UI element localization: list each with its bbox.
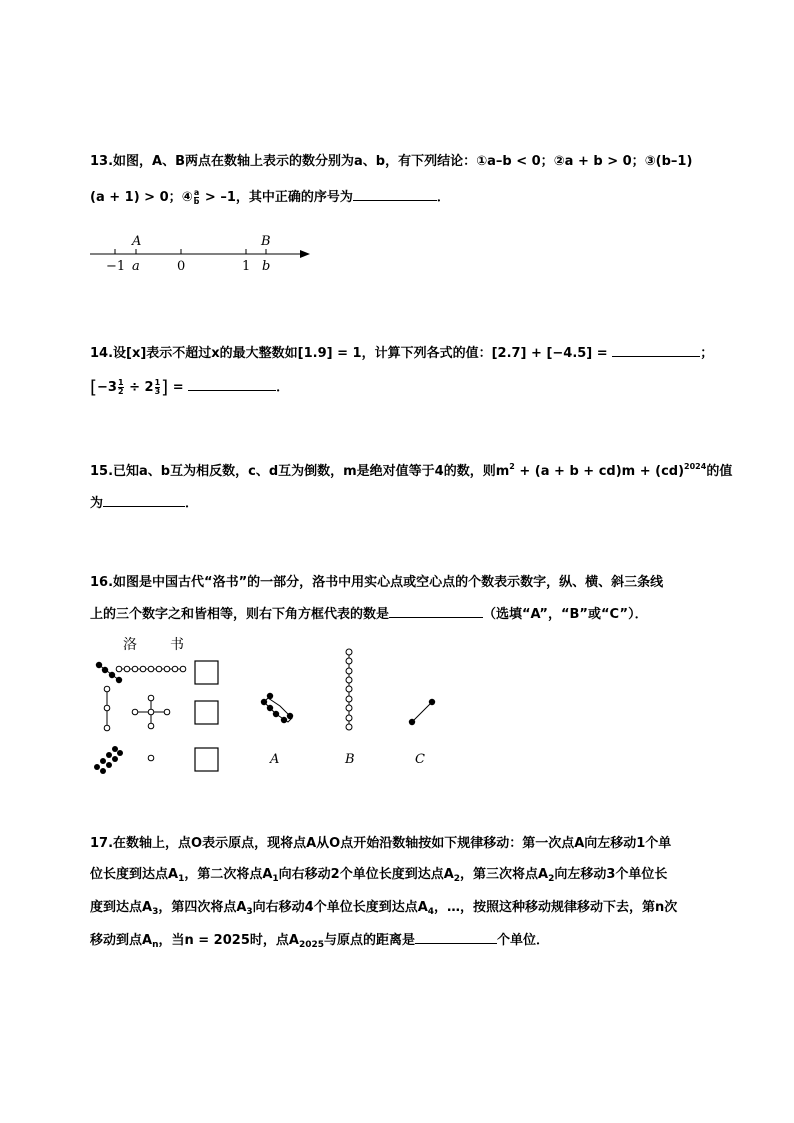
tick-one: 1 (242, 259, 251, 274)
q13-answer-blank[interactable] (353, 188, 437, 201)
q15-answer-blank[interactable] (103, 494, 185, 507)
q14-line-2 (90, 376, 289, 398)
q14-text-b: ； (700, 346, 714, 361)
q15-line-1 (90, 460, 732, 479)
tick-b: b (262, 259, 271, 274)
q14-bracket-right: ] (161, 377, 169, 398)
q13-text-b: > –1，其中正确的序号为 (200, 190, 353, 205)
q17-line-2: 位长度到达点$A_1$，第二次将点$A_1$向右移动2个单位长度到达点$A_2$，第三次将点$A_2$向左移动3个单位长 (90, 867, 668, 884)
middle-center-hollow-dots (132, 695, 170, 729)
q15-sup-2: 2 (509, 462, 515, 471)
number-line-arrow-icon (300, 250, 310, 258)
q14-fraction-1: $\frac{1}{2}$ (117, 378, 124, 396)
point-label-a: A (132, 234, 142, 249)
top-middle-hollow-dots (116, 666, 186, 672)
q14-answer-blank-2[interactable] (188, 378, 276, 391)
q15-text-d: 为 (90, 496, 104, 511)
q16-line-2 (90, 603, 648, 622)
tick-a: a (132, 259, 140, 274)
box-bottom-right (195, 748, 218, 771)
q14-expr-op: ÷ 2 (124, 380, 154, 395)
figure-title-shu: 书 (170, 637, 184, 653)
q14-line-end: ． (276, 380, 290, 395)
option-b-label: B (345, 752, 355, 767)
q16-text-b: （选填“A”，“B”或“C”）． (483, 607, 648, 622)
q17-line-3: 度到达点$A_3$，第四次将点$A_3$向右移动4个单位长度到达点$A_4$，…，按照这种移动规律移动下去，第n次 (90, 900, 678, 917)
q14-expr-eq: = (168, 380, 184, 395)
figure-title-luo: 洛 (123, 637, 137, 653)
q13-text-c: ． (436, 190, 450, 205)
tick-minus-one: −1 (106, 259, 126, 274)
middle-left-hollow-dots (104, 686, 110, 731)
bottom-center-hollow-dot (148, 755, 154, 761)
q13-fraction: $\frac{a}{b}$ (193, 188, 200, 206)
luoshu-figure (88, 630, 448, 778)
top-left-solid-dots (96, 662, 122, 683)
option-b-hollow-dots (346, 649, 352, 730)
q17-line-4: 移动到点$A_n$，当n = 2025时，点$A_{2025}$与原点的距离是 个单位． (90, 933, 550, 950)
point-label-b: B (261, 234, 271, 249)
q15-text-b: + (a + b + cd)m + (cd) (514, 464, 685, 479)
option-c-solid-dots (409, 699, 435, 725)
q15-text-c: 的值 (706, 464, 733, 479)
q13-line-2 (90, 186, 450, 206)
option-c-label: C (415, 752, 425, 767)
q14-bracket-left: [ (90, 377, 98, 398)
q16-answer-blank[interactable] (389, 605, 483, 618)
tick-zero: 0 (177, 259, 186, 274)
q17-line-1: 17.在数轴上，点O表示原点，现将点A从O点开始沿数轴按如下规律移动：第一次点A向左移动1个单 (90, 836, 672, 851)
q15-text-e: ． (185, 496, 199, 511)
q13-text-a: (a + 1) > 0；④ (90, 190, 193, 205)
q15-sup-2024: 2024 (684, 462, 707, 471)
box-top-right (195, 661, 218, 684)
q13-line-1: 13.如图，A、B两点在数轴上表示的数分别为a、b，有下列结论：①a–b < 0；②a + b > 0；③(b–1) (90, 154, 693, 169)
q16-line-1: 16.如图是中国古代“洛书”的一部分，洛书中用实心点或空心点的个数表示数字，纵、横、斜三条线 (90, 575, 664, 590)
bottom-left-solid-dots (94, 746, 123, 774)
option-a-label: A (270, 752, 280, 767)
q15-text-a: 15.已知a、b互为相反数，c、d互为倒数，m是绝对值等于4的数，则m (90, 464, 510, 479)
q14-text-a: 14.设[x]表示不超过x的最大整数如[1.9] = 1，计算下列各式的值：[2.7] + [−4.5] = (90, 346, 608, 361)
q14-expr-a: −3 (97, 380, 117, 395)
q17-answer-blank[interactable] (415, 931, 497, 944)
q14-fraction-2: $\frac{1}{3}$ (154, 378, 161, 396)
q13-number-line (88, 230, 318, 278)
q14-line-1 (90, 342, 713, 361)
option-a-solid-dots (261, 693, 293, 723)
q16-text-a: 上的三个数字之和皆相等，则右下角方框代表的数是 (90, 607, 390, 622)
q14-answer-blank-1[interactable] (612, 344, 700, 357)
q15-line-2 (90, 492, 198, 511)
box-middle-right (195, 701, 218, 724)
